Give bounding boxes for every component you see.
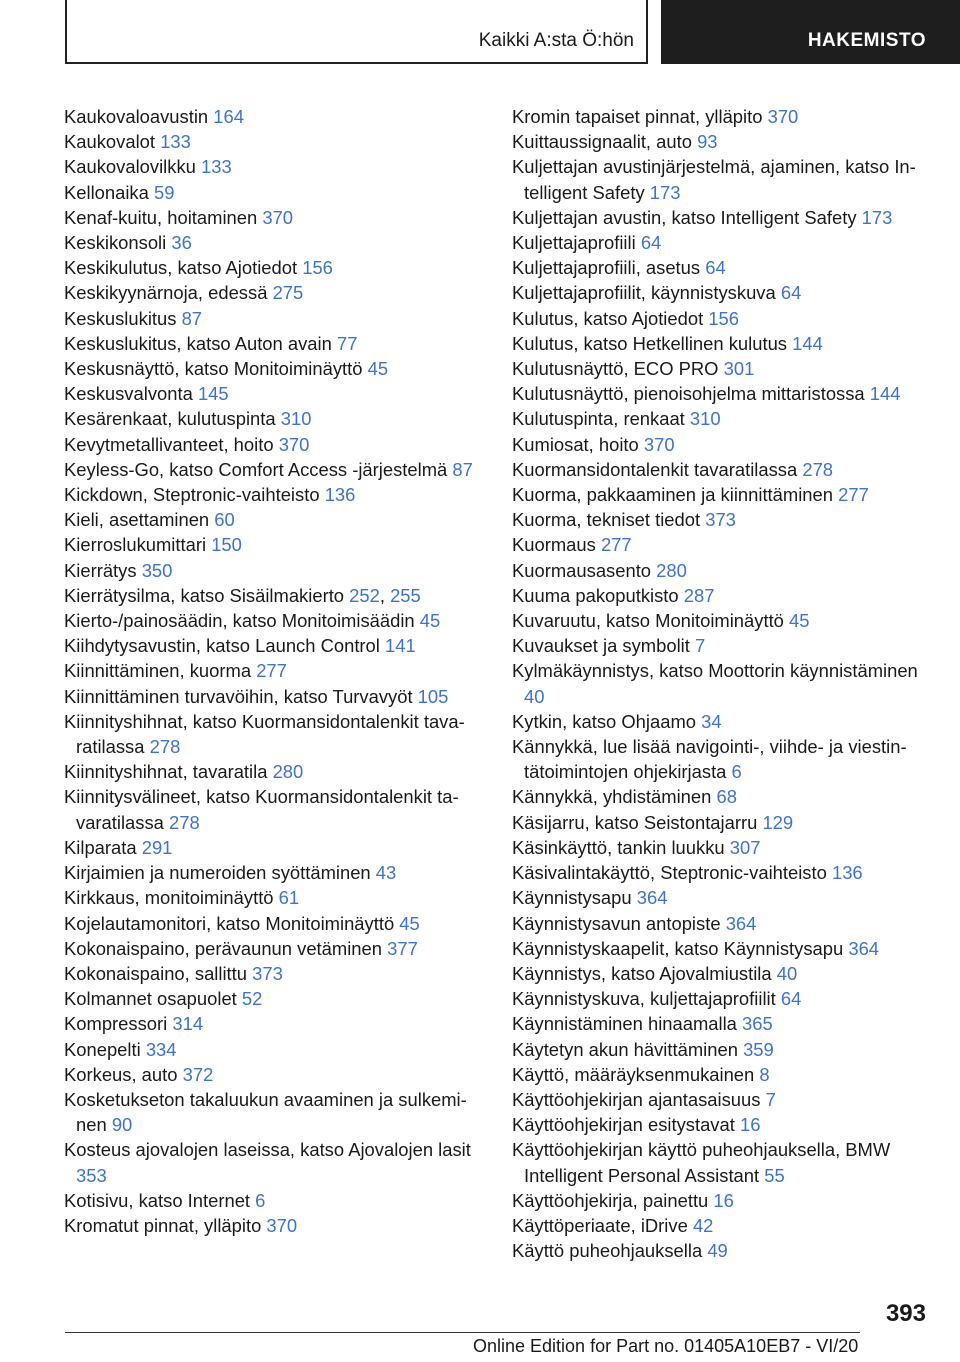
page-link[interactable]: 77: [336, 332, 358, 354]
index-entry: [64, 255, 489, 280]
index-term: Kromatut pinnat, ylläpito: [64, 1214, 262, 1236]
page-link[interactable]: 7: [765, 1088, 776, 1110]
page-link[interactable]: 136: [831, 862, 863, 884]
index-entry: [512, 658, 932, 708]
index-entry: [64, 835, 489, 860]
index-entry: [64, 406, 489, 431]
index-entry: [512, 633, 932, 658]
index-entry: [512, 1087, 932, 1112]
index-term: Keskikyynärnoja, edessä: [64, 282, 268, 304]
index-entry: [64, 1137, 489, 1187]
index-entry: [512, 1062, 932, 1087]
index-term: Korkeus, auto: [64, 1063, 178, 1085]
index-entry: [64, 129, 489, 154]
page-link[interactable]: 34: [701, 710, 722, 732]
index-entry: [512, 230, 932, 255]
index-term: Kuuma pakoputkisto: [512, 584, 679, 606]
page-header: [0, 0, 960, 66]
index-term: Kiinnittäminen, kuorma: [64, 660, 252, 682]
index-entry: [512, 280, 932, 305]
page-link[interactable]: 164: [213, 106, 244, 127]
index-entry: [64, 709, 489, 759]
index-term: Kuorma, pakkaaminen ja kiinnittäminen: [512, 484, 833, 506]
footer-edition: Online Edition for Part no. 01405A10EB7 - VI/20: [473, 1336, 859, 1356]
page-link[interactable]: 275: [272, 282, 304, 304]
index-term: Käyttö puheohjauksella: [512, 1240, 703, 1262]
index-entry: [64, 230, 489, 255]
index-term: Kolmannet osapuolet: [64, 988, 237, 1010]
page-link[interactable]: 133: [201, 156, 232, 178]
index-entry: [512, 381, 932, 406]
index-entry: [512, 810, 932, 835]
index-entry: [64, 331, 489, 356]
index-entry: [64, 1213, 489, 1238]
index-term: Kierto-/painosäädin, katso Monitoimisäädin: [64, 610, 415, 632]
index-term: Keskuslukitus: [64, 307, 177, 329]
index-entry: [64, 936, 489, 961]
index-term: Käynnistysavun antopiste: [512, 912, 721, 934]
index-term: Kuorma, tekniset tiedot: [512, 509, 701, 531]
index-entry: [64, 1037, 489, 1062]
page-link[interactable]: 278: [149, 736, 181, 758]
index-column-left: [64, 104, 489, 1238]
index-term: Kuljettajaprofiili, asetus: [512, 257, 701, 279]
page-link[interactable]: 90: [111, 1114, 133, 1136]
index-term: Kuittaussignaalit, auto: [512, 131, 692, 153]
section-tab: [65, 0, 648, 64]
index-term: Kuormausasento: [512, 559, 652, 581]
page-link[interactable]: 49: [707, 1240, 728, 1262]
page-link[interactable]: 45: [789, 610, 810, 632]
index-column-right: [512, 104, 932, 1263]
index-term: Kellonaika: [64, 181, 149, 203]
index-term: Kesärenkaat, kulutuspinta: [64, 408, 276, 430]
index-entry: [512, 255, 932, 280]
index-entry: [64, 911, 489, 936]
index-entry: [512, 356, 932, 381]
index-term: Kierrätysilma, katso Sisäilmakierto: [64, 584, 345, 606]
index-term: Kirjaimien ja numeroiden syöttäminen: [64, 862, 371, 884]
index-term: Kulutus, katso Hetkellinen kulutus: [512, 332, 787, 354]
page-link[interactable]: 277: [256, 660, 287, 682]
index-term: Kierrätys: [64, 559, 137, 581]
page-link[interactable]: 40: [776, 962, 798, 984]
index-term: Kilparata: [64, 836, 137, 858]
index-term: Kuvaukset ja symbolit: [512, 635, 690, 657]
page-link[interactable]: 43: [375, 862, 397, 884]
page-link[interactable]: 278: [802, 458, 834, 480]
page-link[interactable]: 136: [324, 484, 356, 506]
page-link[interactable]: 353: [76, 1164, 107, 1186]
index-entry: [64, 306, 489, 331]
index-entry: [512, 885, 932, 910]
page-link[interactable]: 370: [767, 106, 799, 127]
index-term: Kulutusnäyttö, ECO PRO: [512, 358, 719, 380]
page-link[interactable]: 59: [153, 181, 175, 203]
index-term: Keskusnäyttö, katso Monitoiminäyttö: [64, 358, 363, 380]
page-link[interactable]: 364: [636, 887, 668, 909]
index-term: Kuljettajaprofiili: [512, 232, 636, 254]
index-entry: [512, 432, 932, 457]
index-entry: [512, 1112, 932, 1137]
index-entry: [512, 1011, 932, 1036]
index-term: Käyttöohjekirjan käyttö puheohjauksella, BMW Intelligent Personal Assistant: [512, 1139, 891, 1186]
page-link[interactable]: 52: [241, 988, 263, 1010]
index-term: Kaukovalot: [64, 131, 155, 153]
page-link[interactable]: 145: [197, 383, 229, 405]
page-link[interactable]: 277: [600, 534, 632, 556]
page-link[interactable]: 373: [705, 509, 736, 531]
index-entry: [512, 306, 932, 331]
index-term: Kompressori: [64, 1013, 168, 1035]
index-term: Kenaf-kuitu, hoitaminen: [64, 206, 258, 228]
page-link[interactable]: 45: [399, 912, 420, 934]
index-term: Käsivalintakäyttö, Steptronic-vaihteisto: [512, 862, 827, 884]
index-term: Käyttöohjekirjan esitystavat: [512, 1114, 735, 1136]
page-link[interactable]: 370: [266, 1214, 298, 1236]
page-link[interactable]: 7: [694, 635, 706, 657]
index-term: Käsinkäyttö, tankin luukku: [512, 836, 725, 858]
page-link[interactable]: 372: [182, 1063, 214, 1085]
page-link[interactable]: 8: [759, 1063, 770, 1085]
index-term: Käytetyn akun hävittäminen: [512, 1038, 738, 1060]
index-term: Käynnistysapu: [512, 887, 632, 909]
index-term: Kokonaispaino, sallittu: [64, 962, 247, 984]
page-link[interactable]: 87: [181, 307, 203, 329]
index-entry: [64, 532, 489, 557]
index-entry: [512, 331, 932, 356]
page-link[interactable]: 301: [723, 358, 755, 380]
index-term: Käynnistyskuva, kuljettajaprofiilit: [512, 988, 776, 1010]
index-entry: [512, 507, 932, 532]
page-link[interactable]: 377: [387, 937, 418, 959]
page-link[interactable]: 45: [419, 610, 441, 632]
index-entry: [64, 205, 489, 230]
index-entry: [512, 784, 932, 809]
page-link[interactable]: 314: [172, 1013, 204, 1035]
index-entry: [64, 860, 489, 885]
index-term: Kaukovalovilkku: [64, 156, 196, 178]
index-term: Kiinnittäminen turvavöihin, katso Turvavyöt: [64, 685, 413, 707]
page-link[interactable]: 64: [705, 257, 726, 279]
index-entry: [64, 507, 489, 532]
index-term: Kuljettajan avustin, katso Intelligent Safety: [512, 206, 857, 228]
index-term: Kromin tapaiset pinnat, ylläpito: [512, 106, 763, 127]
index-term: Kuormansidontalenkit tavaratilassa: [512, 458, 798, 480]
index-entry: [512, 1188, 932, 1213]
index-entry: [512, 1213, 932, 1238]
index-term: Kumiosat, hoito: [512, 433, 639, 455]
page-link[interactable]: 280: [656, 559, 687, 581]
page-link[interactable]: 129: [762, 811, 794, 833]
page-link[interactable]: 150: [211, 534, 242, 556]
page-link[interactable]: 93: [697, 131, 718, 153]
page-link[interactable]: 310: [689, 408, 721, 430]
index-entry: [512, 129, 932, 154]
index-term: Kosketukseton takaluukun avaaminen ja sulkeminen: [64, 1088, 467, 1136]
page-link[interactable]: 255: [390, 584, 421, 606]
page-link[interactable]: 60: [214, 509, 235, 531]
index-term: Konepelti: [64, 1038, 141, 1060]
index-entry: [64, 1011, 489, 1036]
index-entry: [512, 583, 932, 608]
index-entry: [512, 1238, 932, 1263]
index-term: Kuljettajaprofiilit, käynnistyskuva: [512, 282, 776, 304]
index-term: Kännykkä, lue lisää navigointi-, viihde- ja viestintätoimintojen ohjekirjasta: [512, 736, 907, 783]
index-term: Keskikonsoli: [64, 232, 167, 254]
index-entry: [64, 583, 489, 608]
index-term: Kuormaus: [512, 534, 596, 556]
page-link[interactable]: 373: [252, 962, 283, 984]
index-entry: [512, 1137, 932, 1187]
page-link[interactable]: 370: [643, 433, 675, 455]
page-link[interactable]: 277: [838, 484, 869, 506]
page-link[interactable]: 156: [302, 257, 333, 279]
page-link[interactable]: 105: [417, 685, 449, 707]
page-link[interactable]: 55: [764, 1164, 785, 1186]
index-entry: [64, 280, 489, 305]
index-entry: [64, 633, 489, 658]
page-link[interactable]: 64: [640, 232, 662, 254]
chapter-title: HAKEMISTO: [807, 30, 926, 51]
index-entry: [64, 1188, 489, 1213]
page-link[interactable]: 133: [160, 131, 191, 153]
page-link[interactable]: 64: [780, 282, 802, 304]
index-term: Kulutus, katso Ajotiedot: [512, 307, 704, 329]
index-entry: [64, 784, 489, 834]
index-term: Kuljettajan avustinjärjestelmä, ajaminen, katso Intelligent Safety: [512, 156, 916, 203]
index-entry: [64, 684, 489, 709]
index-term: Kosteus ajovalojen laseissa, katso Ajovalojen lasit: [64, 1139, 471, 1161]
index-entry: [64, 1062, 489, 1087]
index-term: Kiinnityshihnat, katso Kuormansidontalenkit tavaratilassa: [64, 710, 465, 758]
index-term: Käynnistyskaapelit, katso Käynnistysapu: [512, 937, 844, 959]
index-entry: [512, 154, 932, 204]
page-link[interactable]: 364: [848, 937, 880, 959]
index-entry: [512, 532, 932, 557]
index-term: Kytkin, katso Ohjaamo: [512, 710, 696, 732]
index-term: Keskuslukitus, katso Auton avain: [64, 332, 332, 354]
page-link[interactable]: 40: [524, 685, 545, 707]
index-entry: [512, 482, 932, 507]
page-link[interactable]: 287: [683, 584, 715, 606]
index-term: Kojelautamonitori, katso Monitoiminäyttö: [64, 912, 395, 934]
index-term: Kännykkä, yhdistäminen: [512, 786, 712, 808]
index-entry: [512, 860, 932, 885]
index-term: Kiihdytysavustin, katso Launch Control: [64, 635, 380, 657]
index-term: Keskikulutus, katso Ajotiedot: [64, 257, 298, 279]
index-entry: [512, 104, 932, 129]
chapter-tab: [661, 0, 960, 64]
page-link[interactable]: 64: [780, 988, 802, 1010]
footer-divider: [65, 1332, 860, 1333]
page-link[interactable]: 365: [742, 1013, 773, 1035]
index-term: Käynnistäminen hinaamalla: [512, 1013, 737, 1035]
page-link[interactable]: 6: [255, 1189, 266, 1211]
index-term: Käyttöperiaate, iDrive: [512, 1214, 688, 1236]
index-term: Kuvaruutu, katso Monitoiminäyttö: [512, 610, 784, 632]
page-link[interactable]: 68: [716, 786, 737, 808]
index-entry: [512, 709, 932, 734]
page-link[interactable]: 61: [278, 887, 300, 909]
index-entry: [512, 608, 932, 633]
page-link[interactable]: 280: [272, 761, 304, 783]
page-link[interactable]: 359: [743, 1038, 774, 1060]
index-term: Kiinnityshihnat, tavaratila: [64, 761, 268, 783]
index-entry: [512, 734, 932, 784]
index-term: Kickdown, Steptronic-vaihteisto: [64, 484, 320, 506]
index-entry: [64, 457, 489, 482]
index-term: Kulutusnäyttö, pienoisohjelma mittaristossa: [512, 383, 865, 405]
index-entry: [512, 936, 932, 961]
index-term: Kierroslukumittari: [64, 534, 207, 556]
index-term: Käyttöohjekirjan ajantasaisuus: [512, 1088, 761, 1110]
index-entry: [512, 986, 932, 1011]
index-entry: [64, 558, 489, 583]
page-link[interactable]: 141: [385, 635, 416, 657]
index-term: Kiinnitysvälineet, katso Kuormansidontalenkit tavaratilassa: [64, 786, 459, 833]
index-term: Keyless-Go, katso Comfort Access -järjestelmä: [64, 458, 448, 480]
index-entry: [64, 432, 489, 457]
page-link[interactable]: 278: [169, 811, 200, 833]
page-link[interactable]: 144: [869, 383, 901, 405]
index-term: Kotisivu, katso Internet: [64, 1189, 251, 1211]
page-link[interactable]: 16: [739, 1114, 761, 1136]
index-term: Käynnistys, katso Ajovalmiustila: [512, 962, 772, 984]
page-link[interactable]: 45: [367, 358, 389, 380]
index-entry: [512, 205, 932, 230]
index-entry: [64, 986, 489, 1011]
page-link[interactable]: 144: [792, 332, 823, 354]
index-entry: [512, 457, 932, 482]
index-term: Kevytmetallivanteet, hoito: [64, 433, 274, 455]
index-entry: [64, 154, 489, 179]
index-entry: [512, 961, 932, 986]
index-entry: [64, 482, 489, 507]
index-entry: [64, 961, 489, 986]
page-link[interactable]: 350: [141, 559, 173, 581]
page-link[interactable]: 173: [649, 181, 681, 203]
page-number: 393: [885, 1300, 926, 1327]
page-link[interactable]: 252: [349, 584, 380, 606]
index-entry: [64, 759, 489, 784]
index-entry: [64, 381, 489, 406]
index-entry: [512, 406, 932, 431]
page-link[interactable]: 6: [731, 761, 742, 783]
page-link[interactable]: 307: [729, 836, 761, 858]
index-entry: [64, 658, 489, 683]
page-link[interactable]: 310: [280, 408, 312, 430]
page-link[interactable]: 87: [452, 458, 473, 480]
index-entry: [512, 911, 932, 936]
index-term: Käsijarru, katso Seistontajarru: [512, 811, 758, 833]
page-link[interactable]: 291: [141, 836, 173, 858]
index-entry: [64, 180, 489, 205]
page-link[interactable]: 370: [278, 433, 310, 455]
index-entry: [64, 885, 489, 910]
page-link[interactable]: 173: [861, 206, 893, 228]
index-entry: [512, 835, 932, 860]
index-term: Kieli, asettaminen: [64, 509, 210, 531]
page-link[interactable]: 370: [262, 206, 294, 228]
index-entry: [512, 1037, 932, 1062]
index-term: Kylmäkäynnistys, katso Moottorin käynnistäminen: [512, 660, 918, 682]
index-term: Keskusvalvonta: [64, 383, 193, 405]
page-link[interactable]: 334: [145, 1038, 177, 1060]
page-link[interactable]: 16: [713, 1189, 734, 1211]
index-term: Kirkkaus, monitoiminäyttö: [64, 887, 274, 909]
index-entry: [512, 558, 932, 583]
page-separator: ,: [379, 584, 391, 606]
index-entry: [64, 104, 489, 129]
page-link[interactable]: 36: [171, 232, 192, 254]
index-entry: [64, 356, 489, 381]
index-term: Kaukovaloavustin: [64, 106, 209, 127]
section-title: Kaikki A:sta Ö:hön: [478, 30, 634, 51]
index-term: Käyttö, määräyksenmukainen: [512, 1063, 755, 1085]
page-link[interactable]: 364: [725, 912, 757, 934]
index-term: Kokonaispaino, perävaunun vetäminen: [64, 937, 382, 959]
index-entry: [64, 608, 489, 633]
page-link[interactable]: 156: [708, 307, 739, 329]
page-link[interactable]: 42: [692, 1214, 714, 1236]
index-term: Kulutuspinta, renkaat: [512, 408, 685, 430]
index-entry: [64, 1087, 489, 1137]
index-term: Käyttöohjekirja, painettu: [512, 1189, 709, 1211]
